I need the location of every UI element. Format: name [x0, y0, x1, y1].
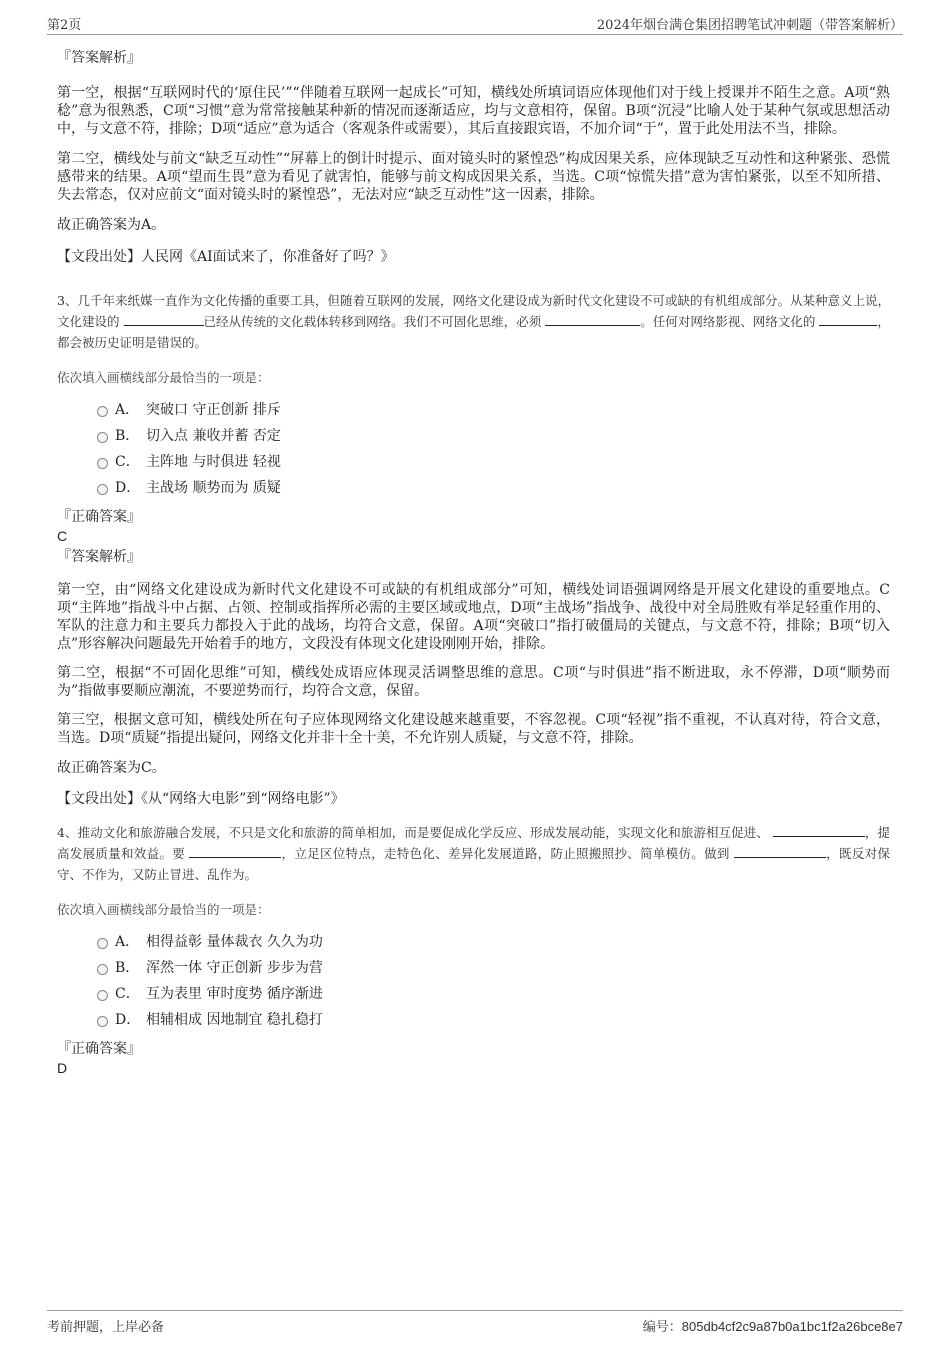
q2-source: 【文段出处】人民网《AI面试来了，你准备好了吗？》	[57, 249, 395, 265]
radio-button[interactable]	[97, 964, 108, 975]
answer-blank	[734, 844, 826, 858]
answer-blank	[773, 823, 865, 837]
option-c[interactable]: C． 主阵地 与时俱进 轻视	[57, 449, 890, 475]
q2-analysis-p2: 第二空，横线处与前文“缺乏互动性”“屏幕上的倒计时提示、面对镜头时的紧惶恐”构成因果关系，应体现缺乏互动性和这种紧张、恐慌感带来的结果。A项“望而生畏”意为看见了就害怕，能够与前文构成因果关系，当选。C项“惊慌失措”意为害怕紧张，以至不知所措、失去常态，仅对应前文“面对镜头时的紧惶恐”，无法对应“缺乏互动性”这一因素，排除。	[57, 151, 890, 203]
option-d[interactable]: D． 相辅相成 因地制宜 稳扎稳打	[57, 1007, 890, 1033]
q3-number: 3、	[57, 293, 78, 308]
q3-options	[57, 397, 890, 501]
q3-prompt: 依次填入画横线部分最恰当的一项是：	[57, 370, 270, 385]
q4-question: 4、推动文化和旅游融合发展，不只是文化和旅游的简单相加，而是要促成化学反应、形成发展动能，实现文化和旅游相互促进、 ，提高发展质量和效益。要 ，立足区位特点，走特色化、差异化发展道路，防止照搬照抄、简单模仿。做到 ，既反对保守、不作为，又防止冒进、乱作为。	[57, 825, 890, 882]
q3-analysis-p3: 第三空，根据文意可知，横线处所在句子应体现网络文化建设越来越重要，不容忽视。C项“轻视”指不重视，不认真对待，符合文意，当选。D项“质疑”指提出疑问，网络文化并非十全十美，不允许别人质疑，与文意不符，排除。	[57, 712, 890, 746]
radio-button[interactable]	[97, 938, 108, 949]
option-b[interactable]: B． 切入点 兼收并蓄 否定	[57, 423, 890, 449]
radio-button[interactable]	[97, 484, 108, 495]
page-number: 第2页	[47, 18, 82, 33]
document-content	[57, 44, 890, 1077]
q2-conclusion: 故正确答案为A。	[57, 217, 166, 233]
radio-button[interactable]	[97, 990, 108, 1001]
answer-blank	[545, 312, 640, 326]
option-b[interactable]: B． 浑然一体 守正创新 步步为营	[57, 955, 890, 981]
q4-number: 4、	[57, 825, 78, 840]
q3-analysis-tag: 『答案解析』	[57, 549, 141, 565]
radio-button[interactable]	[97, 432, 108, 443]
q2-analysis-p1: 第一空，根据“互联网时代的‘原住民’”“伴随着互联网一起成长”可知，横线处所填词语应体现他们对于线上授课并不陌生之意。A项“熟稔”意为很熟悉，C项“习惯”意为常常接触某种新的情况而逐渐适应，均与文意相符，保留。B项“沉浸”比喻人处于某种气氛或思想活动中，与文意不符，排除；D项“适应”意为适合（客观条件或需要），其后直接跟宾语，不加介词“于”，置于此处用法不当，排除。	[57, 85, 890, 137]
q3-question: 3、几千年来纸媒一直作为文化传播的重要工具，但随着互联网的发展，网络文化建设成为新时代文化建设不可或缺的有机组成部分。从某种意义上说，文化建设的 已经从传统的文化载体转移到网络。我们不可固化思维，必须 。任何对网络影视、网络文化的 ，都会被历史证明是错误的。	[57, 293, 891, 350]
answer-blank	[819, 312, 877, 326]
option-a[interactable]: A． 突破口 守正创新 排斥	[57, 397, 890, 423]
answer-blank	[124, 312, 204, 326]
q4-answer-tag: 『正确答案』	[57, 1041, 141, 1057]
page-footer	[47, 1310, 903, 1335]
document-code: 编号：805db4cf2c9a87b0a1bc1f2a26bce8e7	[642, 1319, 903, 1335]
q4-options	[57, 929, 890, 1033]
document-title: 2024年烟台满仓集团招聘笔试冲刺题（带答案解析）	[596, 18, 903, 33]
answer-blank	[189, 844, 281, 858]
q2-analysis-tag: 『答案解析』	[57, 50, 141, 66]
q3-analysis-p2: 第二空，根据“不可固化思维”可知，横线处成语应体现灵活调整思维的意思。C项“与时俱进”指不断进取，永不停滞，D项“顺势而为”指做事要顺应潮流，不要逆势而行，均符合文意，保留。	[57, 665, 890, 699]
option-c[interactable]: C． 互为表里 审时度势 循序渐进	[57, 981, 890, 1007]
option-a[interactable]: A． 相得益彰 量体裁衣 久久为功	[57, 929, 890, 955]
q3-answer: C	[57, 528, 68, 544]
q3-analysis-p1: 第一空，由“网络文化建设成为新时代文化建设不可或缺的有机组成部分”可知，横线处词语强调网络是开展文化建设的重要地点。C项“主阵地”指战斗中占据、占领、控制或指挥所必需的主要区域或地点，D项“主战场”指战争、战役中对全局胜败有举足轻重作用的、军队的注意力和主要兵力都投入于此的战场，均符合文意，保留。A项“突破口”指打破僵局的关键点，与文意不符，排除；B项“切入点”形容解决问题最先开始着手的地方，文段没有体现文化建设刚刚开始，排除。	[57, 582, 890, 652]
page-header	[47, 12, 903, 35]
q3-conclusion: 故正确答案为C。	[57, 760, 166, 776]
radio-button[interactable]	[97, 1016, 108, 1027]
q4-prompt: 依次填入画横线部分最恰当的一项是：	[57, 902, 270, 917]
radio-button[interactable]	[97, 458, 108, 469]
radio-button[interactable]	[97, 406, 108, 417]
q3-source: 【文段出处】《从“网络大电影”到“网络电影”》	[57, 791, 345, 807]
q3-answer-tag: 『正确答案』	[57, 509, 141, 525]
q4-answer: D	[57, 1060, 68, 1076]
footer-slogan: 考前押题，上岸必备	[47, 1320, 165, 1335]
option-d[interactable]: D． 主战场 顺势而为 质疑	[57, 475, 890, 501]
